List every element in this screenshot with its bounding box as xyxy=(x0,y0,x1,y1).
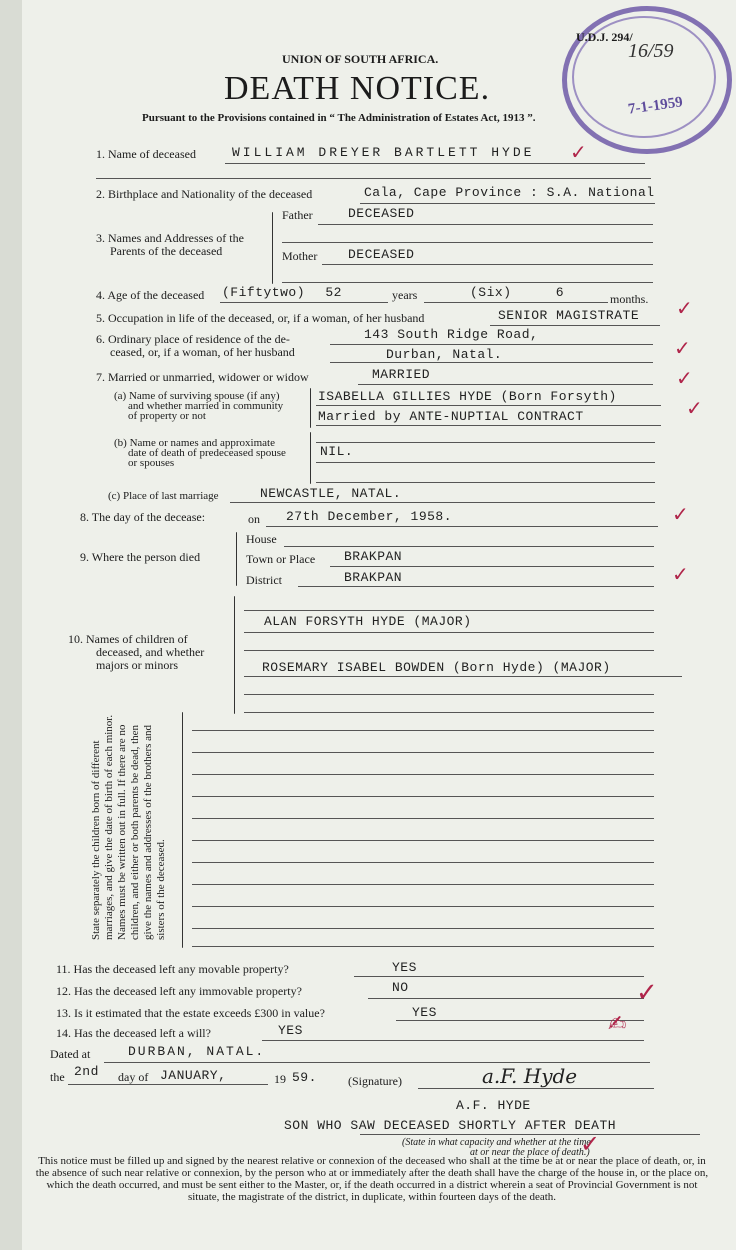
will-value: YES xyxy=(278,1023,303,1038)
years-label: years xyxy=(392,288,418,302)
months-label: months. xyxy=(610,292,649,306)
q6-label-line2: ceased, or, if a woman, of her husband xyxy=(110,345,295,359)
birthplace-value: Cala, Cape Province : S.A. National xyxy=(364,185,655,200)
age-months: (Six) 6 xyxy=(470,285,565,300)
q9-label: 9. Where the person died xyxy=(80,550,201,564)
check-mark-icon: ✓ xyxy=(676,366,693,390)
q6-label-line1: 6. Ordinary place of residence of the de- xyxy=(96,332,290,346)
q8-label: 8. The day of the decease: xyxy=(80,510,206,524)
day-of-label: day of xyxy=(118,1070,149,1084)
q7b-label-line3: or spouses xyxy=(128,457,175,469)
q1-label: 1. Name of deceased xyxy=(96,147,196,161)
capacity-note-line2: at or near the place of death.) xyxy=(470,1147,590,1158)
signature-value: a.F. Hyde xyxy=(482,1064,578,1088)
file-number: 16/59 xyxy=(628,40,674,62)
exceeds-value: YES xyxy=(412,1005,437,1020)
check-mark-icon: ✓ xyxy=(686,396,703,420)
town-value: BRAKPAN xyxy=(344,549,403,564)
q4-label: 4. Age of the deceased xyxy=(96,288,205,302)
q2-label: 2. Birthplace and Nationality of the deceased xyxy=(96,187,313,201)
mother-label: Mother xyxy=(282,249,318,263)
the-label: the xyxy=(50,1070,65,1084)
movable-value: YES xyxy=(392,960,417,975)
predeceased-value: NIL. xyxy=(320,444,354,459)
q7-label: 7. Married or unmarried, widower or widow xyxy=(96,370,309,384)
check-mark-icon: ✓ xyxy=(674,336,691,360)
check-mark-icon: ✓ xyxy=(676,296,693,320)
dated-at-value: DURBAN, NATAL. xyxy=(128,1044,266,1059)
signature-label: (Signature) xyxy=(348,1074,402,1088)
check-mark-icon: ✓ xyxy=(636,978,658,1008)
q5-label: 5. Occupation in life of the deceased, or, if a woman, of her husband xyxy=(96,311,425,325)
marriage-place-value: NEWCASTLE, NATAL. xyxy=(260,486,402,501)
q10-label-line2: deceased, and whether xyxy=(96,645,205,659)
year-prefix: 19 xyxy=(274,1072,286,1086)
date-of-death-value: 27th December, 1958. xyxy=(286,509,453,524)
month-value: JANUARY, xyxy=(160,1068,227,1083)
immovable-value: NO xyxy=(392,980,409,995)
page-title: DEATH NOTICE. xyxy=(224,70,491,107)
page-subtitle: Pursuant to the Provisions contained in “ The Administration of Estates Act, 1913 ”. xyxy=(142,112,536,124)
check-mark-icon: ✓ xyxy=(672,502,689,526)
q13-label: 13. Is it estimated that the estate exceeds £300 in value? xyxy=(56,1006,325,1020)
house-label: House xyxy=(246,532,277,546)
marital-value: MARRIED xyxy=(372,367,431,382)
q7c-label: (c) Place of last marriage xyxy=(108,490,219,502)
occupation-value: SENIOR MAGISTRATE xyxy=(498,308,640,323)
on-label: on xyxy=(248,512,260,526)
town-label: Town or Place xyxy=(246,552,316,566)
children-instructions-note: State separately the children born of different marriages, and give the date of birth of each minor. Names must be written out in full. If there are no children, and either or both parents be dead, then give the names and addresses of the brothers and sisters of the deceased. xyxy=(90,714,167,940)
q10-label-line3: majors or minors xyxy=(96,658,178,672)
q7b-label-line2: date of death of predeceased spouse xyxy=(128,447,286,459)
capacity-value: SON WHO SAW DECEASED SHORTLY AFTER DEATH xyxy=(284,1118,617,1133)
q7a-label-line3: of property or not xyxy=(128,410,206,422)
q7a-label-line2: and whether married in community xyxy=(128,400,284,412)
spouse-value: ISABELLA GILLIES HYDE (Born Forsyth) xyxy=(318,389,617,404)
initials-mark-icon: ✍ xyxy=(608,1012,627,1037)
year-value: 59. xyxy=(292,1070,317,1085)
district-value: BRAKPAN xyxy=(344,570,403,585)
signer-name: A.F. HYDE xyxy=(456,1098,531,1113)
q3-label-line1: 3. Names and Addresses of the xyxy=(96,231,244,245)
age-years: (Fiftytwo) 52 xyxy=(222,285,342,300)
form-reference: U.D.J. 294/ xyxy=(576,30,633,44)
father-label: Father xyxy=(282,208,313,222)
dated-at-label: Dated at xyxy=(50,1047,91,1061)
father-value: DECEASED xyxy=(348,206,415,221)
q12-label: 12. Has the deceased left any immovable property? xyxy=(56,984,302,998)
binding-margin xyxy=(0,0,22,1250)
residence-line1: 143 South Ridge Road, xyxy=(364,327,539,342)
q11-label: 11. Has the deceased left any movable property? xyxy=(56,962,289,976)
deceased-name: WILLIAM DREYER BARTLETT HYDE xyxy=(232,145,535,160)
district-label: District xyxy=(246,573,282,587)
union-heading: UNION OF SOUTH AFRICA. xyxy=(282,52,439,66)
check-mark-icon: ✓ xyxy=(580,1130,601,1158)
residence-line2: Durban, Natal. xyxy=(386,347,503,362)
q14-label: 14. Has the deceased left a will? xyxy=(56,1026,211,1040)
capacity-note-line1: (State in what capacity and whether at the time xyxy=(402,1137,591,1148)
q7a-label-line1: (a) Name of surviving spouse (if any) xyxy=(114,390,280,402)
check-mark-icon: ✓ xyxy=(672,562,689,586)
q7b-label-line1: (b) Name or names and approximate xyxy=(114,437,275,449)
check-mark-icon: ✓ xyxy=(570,140,587,164)
child1-value: ALAN FORSYTH HYDE (MAJOR) xyxy=(264,614,472,629)
footer-instructions: This notice must be filled up and signed by the nearest relative or connexion of the deceased who shall at the time be at or near the place of death, or, in the absence of such near relative or connexion, by the person who at or immediately after the death shall have the charge of the house in, or the place on, which the death occurred, and must be sent either to the Master, or, if the death occurred in a district wherein a seat of Provincial Government is not situate, the magistrate of the district, in duplicate, within fourteen days of the death. xyxy=(35,1155,709,1203)
spouse-property-value: Married by ANTE-NUPTIAL CONTRACT xyxy=(318,409,584,424)
q10-label-line1: 10. Names of children of xyxy=(68,632,188,646)
day-value: 2nd xyxy=(74,1064,99,1079)
child2-value: ROSEMARY ISABEL BOWDEN (Born Hyde) (MAJOR) xyxy=(262,660,611,675)
stamp-date: 7-1-1959 xyxy=(627,94,684,118)
q3-label-line2: Parents of the deceased xyxy=(110,244,223,258)
mother-value: DECEASED xyxy=(348,247,415,262)
